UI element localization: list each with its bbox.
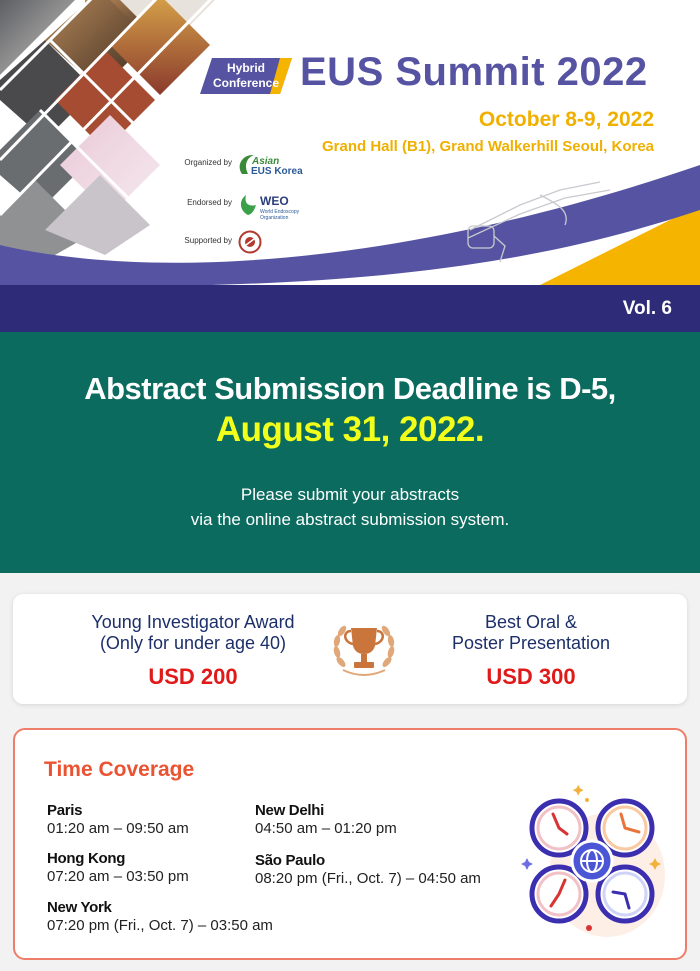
event-title: EUS Summit 2022 bbox=[300, 50, 648, 94]
city-new-york bbox=[47, 899, 273, 935]
award-left-amount: USD 200 bbox=[148, 664, 238, 689]
supporter-seal-icon bbox=[238, 230, 262, 254]
best-presentation-award bbox=[401, 612, 661, 687]
awards-card bbox=[13, 594, 687, 704]
award-right-title: Best Oral & bbox=[484, 612, 578, 632]
city-name: Paris bbox=[47, 802, 83, 819]
deadline-instruction-1: Please submit your abstracts bbox=[240, 485, 460, 504]
award-left-subtitle: (Only for under age 40) bbox=[99, 633, 287, 653]
hybrid-line1: Hybrid bbox=[226, 61, 265, 75]
city-time: 07:20 am – 03:50 pm bbox=[47, 868, 189, 885]
volume-bar bbox=[0, 285, 700, 332]
city-name: New York bbox=[47, 899, 112, 916]
city-name: Hong Kong bbox=[47, 850, 126, 867]
hybrid-badge bbox=[200, 58, 292, 94]
header-banner bbox=[0, 0, 700, 285]
supported-by-label: Supported by bbox=[184, 236, 232, 245]
endorsed-by-label: Endorsed by bbox=[187, 198, 232, 207]
event-date: October 8-9, 2022 bbox=[478, 108, 654, 131]
city-time: 07:20 pm (Fri., Oct. 7) – 03:50 am bbox=[47, 917, 273, 934]
eus-korea-logo-text: EUS Korea bbox=[251, 166, 303, 177]
young-investigator-award bbox=[73, 612, 313, 687]
city-time: 08:20 pm (Fri., Oct. 7) – 04:50 am bbox=[255, 870, 481, 887]
hybrid-line2: Conference bbox=[212, 76, 280, 90]
award-right-subtitle: Poster Presentation bbox=[451, 633, 611, 653]
organized-by-label: Organized by bbox=[184, 158, 232, 167]
asian-logo-text: Asian bbox=[252, 156, 280, 167]
city-name: São Paulo bbox=[255, 852, 325, 869]
volume-number: Vol. 6 bbox=[622, 298, 672, 319]
deadline-section bbox=[0, 332, 700, 573]
time-coverage-card bbox=[13, 728, 687, 960]
city-paris bbox=[47, 802, 189, 838]
award-right-amount: USD 300 bbox=[486, 664, 576, 689]
event-venue: Grand Hall (B1), Grand Walkerhill Seoul, Korea bbox=[321, 138, 654, 155]
city-hong-kong bbox=[47, 850, 189, 886]
city-time: 04:50 am – 01:20 pm bbox=[255, 820, 397, 837]
city-name: New Delhi bbox=[255, 802, 324, 819]
time-coverage-title: Time Coverage bbox=[44, 758, 195, 781]
globe-icon bbox=[572, 841, 612, 881]
deadline-heading: Abstract Submission Deadline is D-5, bbox=[84, 371, 616, 406]
trophy-icon bbox=[329, 616, 399, 680]
deadline-date: August 31, 2022. bbox=[215, 410, 485, 449]
award-left-title: Young Investigator Award bbox=[91, 612, 295, 632]
weo-logo-text: WEO bbox=[260, 194, 289, 208]
world-clocks-icon bbox=[517, 780, 667, 940]
weo-sub2: Organization bbox=[260, 215, 289, 221]
city-sao-paulo bbox=[255, 852, 481, 888]
weo-sub1: World Endoscopy bbox=[260, 209, 300, 215]
city-new-delhi bbox=[255, 802, 397, 838]
deadline-instruction-2: via the online abstract submission system. bbox=[190, 510, 510, 529]
weo-logo-icon bbox=[238, 193, 258, 217]
city-time: 01:20 am – 09:50 am bbox=[47, 820, 189, 837]
